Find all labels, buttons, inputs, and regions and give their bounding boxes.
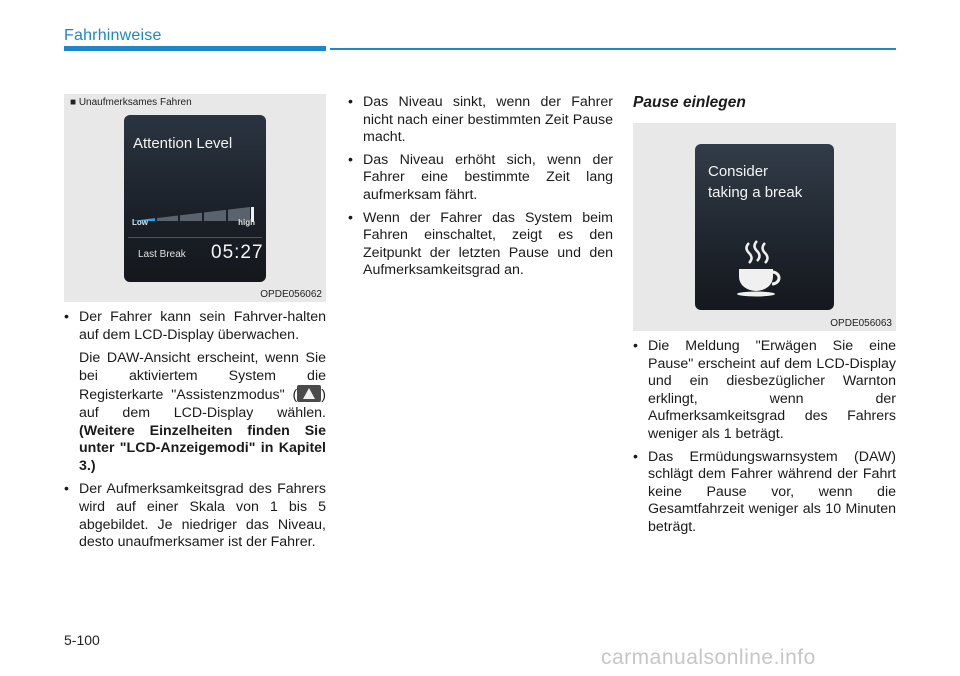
screen-separator (128, 237, 262, 238)
figure-code: OPDE056063 (830, 318, 892, 329)
column-1-text (64, 309, 326, 552)
assistant-mode-icon (297, 385, 321, 402)
lcd-screen-break (695, 144, 834, 310)
header-rule-thin (330, 48, 896, 50)
pause-heading: Pause einlegen (633, 94, 746, 111)
watermark: carmanualsonline.info (601, 646, 816, 669)
column-2-text (348, 94, 613, 280)
figure-code: OPDE056062 (260, 289, 322, 300)
last-break-label: Last Break (138, 249, 186, 260)
low-label: Low (132, 218, 148, 227)
daw-para-mid: ) auf dem LCD-Display wählen. (79, 387, 326, 421)
figure-consider-break (633, 123, 896, 331)
bullet-monitor-behavior: • Der Fahrer kann sein Fahrver-halten auf dem LCD-Display überwachen. (64, 309, 326, 344)
bullet-break-message: • Die Meldung "Erwägen Sie eine Pause" erscheint auf dem LCD-Display und ein diesbezüglicher Warnton erklingt, wenn der Aufmerksamkeitsgrad des Fahrers weniger als 1 beträgt. (633, 338, 896, 444)
section-title: Fahrhinweise (64, 27, 162, 44)
header-rule-thick (64, 46, 326, 51)
daw-view-paragraph (64, 350, 326, 475)
bullet-daw-no-break: • Das Ermüdungswarnsystem (DAW) schlägt dem Fahrer während der Fahrt keine Pause vor, wenn die Gesamtfahrzeit weniger als 10 Minuten beträgt. (633, 449, 896, 537)
page-number: 5-100 (64, 632, 100, 648)
figure-caption: ■ Unaufmerksames Fahren (70, 97, 192, 108)
attention-title: Attention Level (133, 135, 233, 152)
daw-para-reference: (Weitere Einzelheiten finden Sie unter "LCD-Anzeigemodi" in Kapitel 3.) (79, 422, 326, 474)
lcd-screen-attention (124, 115, 266, 282)
column-3-text (633, 338, 896, 537)
figure-attention-level (64, 94, 326, 302)
bullet-attention-scale: • Der Aufmerksamkeitsgrad des Fahrers wird auf einer Skala von 1 bis 5 abgebildet. Je niedriger das Niveau, desto unaufmerksamer ist der Fahrer. (64, 481, 326, 551)
bullet-system-on: • Wenn der Fahrer das System beim Fahren einschaltet, zeigt es den Zeitpunkt der letzten Pause und den Aufmerksamkeitsgrad an. (348, 210, 613, 280)
bullet-level-rises: • Das Niveau erhöht sich, wenn der Fahrer eine bestimmte Zeit lang aufmerksam fährt. (348, 152, 613, 205)
last-break-time: 05:27 (211, 242, 264, 263)
bullet-level-sinks: • Das Niveau sinkt, wenn der Fahrer nicht nach einer bestimmten Zeit Pause macht. (348, 94, 613, 147)
high-label: high (238, 218, 255, 227)
daw-para-start: Die DAW-Ansicht erscheint, wenn Sie bei aktiviertem System die Registerkarte "Assistenzmodus" ( (79, 350, 326, 404)
coffee-cup-icon (735, 239, 787, 297)
break-message: Consider taking a break (708, 163, 803, 201)
